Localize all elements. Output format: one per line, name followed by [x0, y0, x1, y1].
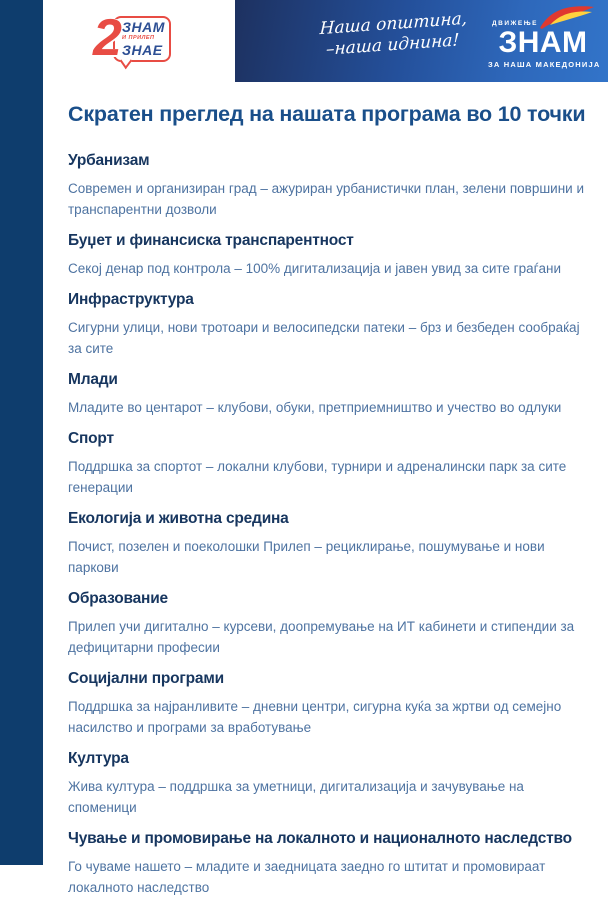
- section-heading: Урбанизам: [68, 152, 150, 169]
- section-body: Прилеп учи дигитално – курсеви, доопремување на ИТ кабинети и стипендии за дефицитарни професии: [68, 619, 575, 655]
- section-heading: Култура: [68, 750, 129, 767]
- section-youth: [68, 370, 596, 418]
- section-body: Го чуваме нашето – младите и заедницата заедно го штитат и промовираат локалното наследство: [68, 859, 546, 895]
- section-body: Секој денар под контрола – 100% дигитализација и јавен увид за сите граѓани: [68, 261, 562, 276]
- logo-movement-label: ДВИЖЕЊЕ: [492, 20, 538, 27]
- logo-word-znam: ЗНАМ: [122, 19, 165, 35]
- section-heading: Буџет и финансиска транспарентност: [68, 232, 354, 249]
- section-heading: Образование: [68, 590, 168, 607]
- logo-tagline: ЗА НАША МАКЕДОНИЈА: [488, 60, 601, 69]
- blue-banner: [235, 0, 608, 82]
- section-budget: [68, 231, 596, 279]
- section-heading: Инфраструктура: [68, 291, 194, 308]
- page-header: [43, 0, 608, 82]
- section-ecology: [68, 509, 596, 578]
- page-title: Скратен преглед на нашата програма во 10 точки: [68, 102, 586, 126]
- program-content: [68, 82, 596, 909]
- slogan-line-1: Наша општина,: [319, 8, 468, 40]
- znam-prilep-logo: [93, 9, 173, 74]
- logo-number: 2: [93, 9, 122, 67]
- section-body: Сигурни улици, нови тротоари и велосипедски патеки – брз и безбеден сообраќај за сите: [68, 320, 580, 356]
- section-heading: Чување и промовирање на локалното и националното наследство: [68, 830, 572, 847]
- section-body: Младите во центарот – клубови, обуки, претприемништво и учество во одлуки: [68, 400, 562, 415]
- section-body: Жива култура – поддршка за уметници, дигитализација и зачувување на споменици: [68, 779, 524, 815]
- logo-znam-name: ЗНАМ: [498, 26, 588, 59]
- section-body: Поддршка за спортот – локални клубови, турнири и адреналински парк за сите генерации: [68, 459, 567, 495]
- section-culture: [68, 749, 596, 818]
- znam-movement-logo: [488, 8, 601, 74]
- logo-word-prilep: И ПРИЛЕП: [122, 34, 155, 41]
- section-heading: Екологија и животна средина: [68, 510, 289, 527]
- section-infrastructure: [68, 290, 596, 359]
- logo-word-znae: ЗНАЕ: [122, 41, 163, 58]
- left-navy-strip: [0, 0, 43, 865]
- section-social: [68, 669, 596, 738]
- logo-wordmark: [122, 20, 165, 57]
- section-education: [68, 589, 596, 658]
- section-body: Поддршка за најранливите – дневни центри, сигурна куќа за жртви од семејно насилство и програми за вработување: [68, 699, 562, 735]
- section-body: Современ и организиран град – ажуриран урбанистички план, зелени површини и транспарентни дозволи: [68, 181, 584, 217]
- section-urbanizam: [68, 151, 596, 220]
- section-body: Почист, позелен и поеколошки Прилеп – рециклирање, пошумување и нови паркови: [68, 539, 545, 575]
- banner-slogan: [293, 7, 494, 63]
- section-heritage: [68, 829, 596, 898]
- section-sport: [68, 429, 596, 498]
- section-heading: Спорт: [68, 430, 114, 447]
- section-heading: Млади: [68, 371, 118, 388]
- slogan-line-2: –наша иднина!: [325, 30, 460, 60]
- section-heading: Социјални програми: [68, 670, 224, 687]
